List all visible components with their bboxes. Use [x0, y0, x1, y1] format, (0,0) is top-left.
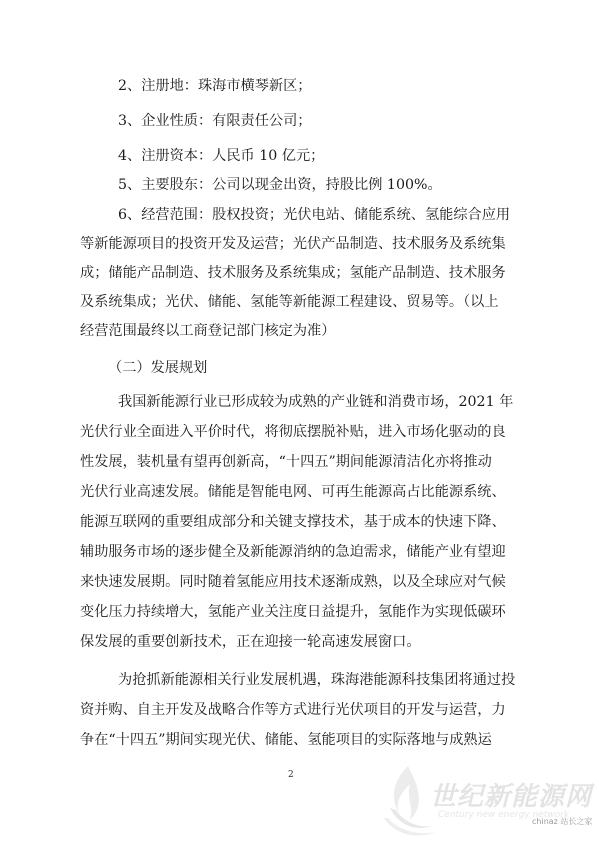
text-line: 保发展的重要创新技术，正在迎接一轮高速发展窗口。 — [80, 634, 421, 650]
text-line: 我国新能源行业已形成较为成熟的产业链和消费市场，2021 年 — [118, 394, 514, 410]
watermark — [380, 762, 595, 838]
text-line: 2、注册地：珠海市横琴新区； — [118, 78, 312, 94]
text-line: 成；储能产品制造、技术服务及系统集成；氢能产品制造、技术服务 — [80, 265, 506, 281]
text-line: 来快速发展期。同时随着氢能应用技术逐渐成熟，以及全球应对气候 — [80, 574, 506, 590]
watermark-badge: chinaz 站长之家 — [532, 817, 593, 826]
text-line: 为抢抓新能源相关行业发展机遇，珠海港能源科技集团将通过投 — [118, 672, 516, 688]
text-line: 能源互联网的重要组成部分和关键支撑技术，基于成本的快速下降、 — [80, 514, 506, 530]
text-line: 5、主要股东：公司以现金出资，持股比例 100%。 — [118, 177, 442, 193]
text-line: 变化压力持续增大，氢能产业关注度日益提升，氢能作为实现低碳环 — [80, 604, 506, 620]
text-line: 辅助服务市场的逐步健全及新能源消纳的急迫需求，储能产业有望迎 — [80, 544, 506, 560]
text-line: 4、注册资本：人民币 10 亿元； — [118, 148, 325, 164]
text-line: 等新能源项目的投资开发及运营；光伏产品制造、技术服务及系统集 — [80, 236, 506, 252]
watermark-title: 世纪新能源网 — [430, 782, 593, 812]
text-line: 争在“十四五”期间实现光伏、储能、氢能项目的实际落地与成熟运 — [80, 732, 492, 748]
text-line: 光伏行业全面进入平价时代，将彻底摆脱补贴，进入市场化驱动的良 — [80, 424, 506, 440]
text-line: 资并购、自主开发及战略合作等方式进行光伏项目的开发与运营，力 — [80, 702, 506, 718]
text-line: 经营范围最终以工商登记部门核定为准） — [80, 323, 336, 339]
text-line: 3、企业性质：有限责任公司； — [118, 113, 312, 129]
text-line: 6、经营范围：股权投资；光伏电站、储能系统、氢能综合应用 — [118, 207, 511, 223]
text-line: 光伏行业高速发展。储能是智能电网、可再生能源高占比能源系统、 — [80, 484, 506, 500]
watermark-subtitle: Century new energy network — [438, 810, 570, 820]
page-number: 2 — [288, 770, 294, 780]
text-line: 及系统集成；光伏、储能、氢能等新能源工程建设、贸易等。（以上 — [80, 294, 499, 310]
section-heading: （二）发展规划 — [108, 360, 208, 376]
text-line: 性发展，装机量有望再创新高，“十四五”期间能源清洁化亦将推动 — [80, 454, 492, 470]
